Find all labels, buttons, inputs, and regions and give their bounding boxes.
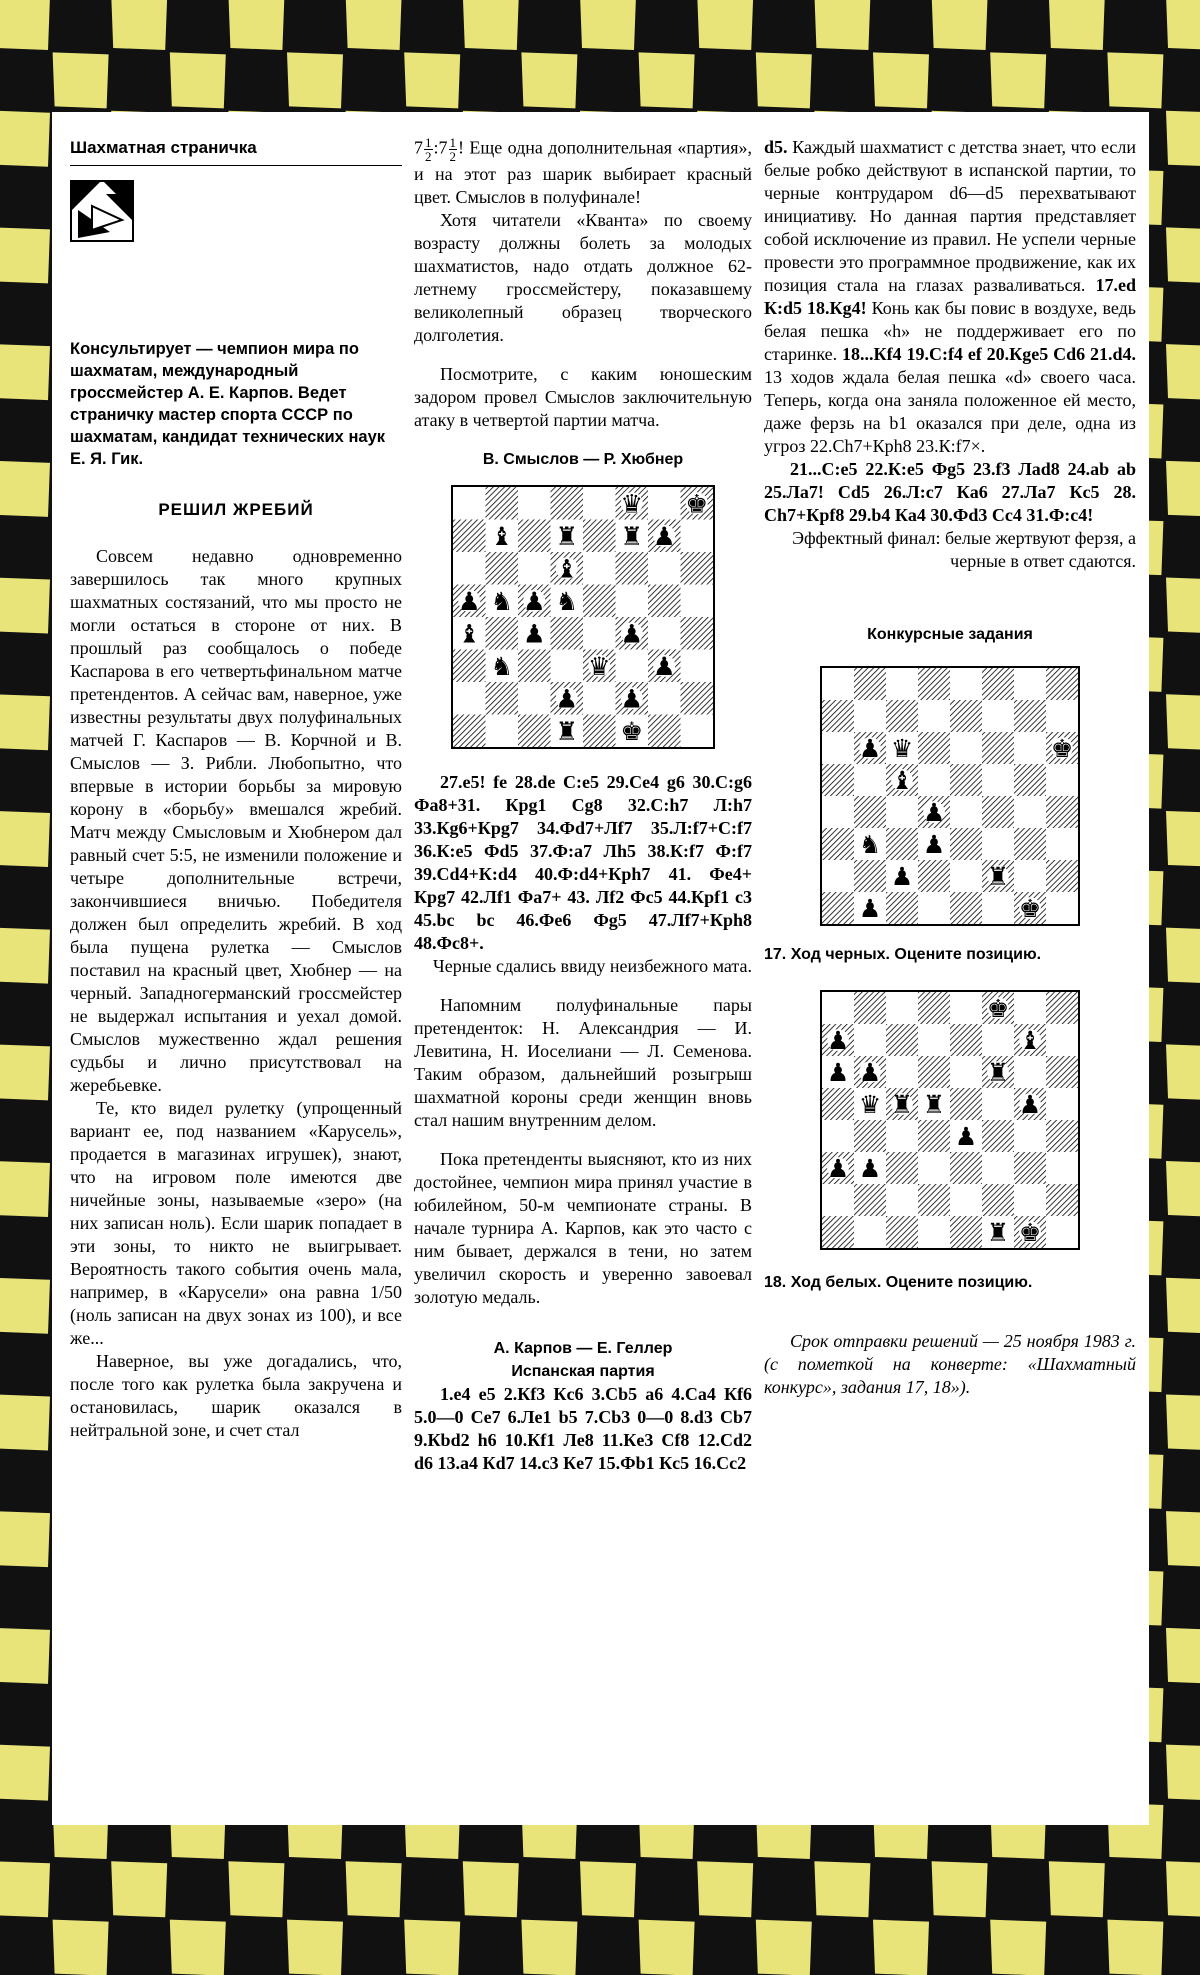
dark-square xyxy=(551,617,584,650)
light-square xyxy=(1046,1088,1078,1120)
light-square xyxy=(648,552,681,585)
dark-square xyxy=(982,732,1014,764)
light-square xyxy=(583,487,616,520)
dark-square xyxy=(854,992,886,1024)
king-piece-icon: ♚ xyxy=(1018,1217,1042,1247)
dark-square xyxy=(854,796,886,828)
dark-square xyxy=(616,552,649,585)
light-square xyxy=(854,764,886,796)
pawn-piece-icon: ♟ xyxy=(826,1057,850,1087)
dark-square xyxy=(1046,1184,1078,1216)
light-square xyxy=(918,1024,950,1056)
paragraph: Хотя читатели «Кванта» по своему возрасту должны болеть за молодых шахматистов, надо отдать должное 62-летнему гроссмейстеру, показавшему великолепный образец творческого долголетия. xyxy=(414,210,752,345)
dark-square xyxy=(822,892,854,924)
light-square xyxy=(982,1088,1014,1120)
paragraph: Наверное, вы уже догадались, что, после того как рулетка была закручена и остановилась, шарик оказался в нейтральной зоне, и счет стал xyxy=(70,1351,402,1440)
bishop-piece-icon: ♝ xyxy=(490,520,514,551)
pawn-piece-icon: ♟ xyxy=(652,650,676,681)
dark-square xyxy=(486,617,519,650)
pawn-piece-icon: ♟ xyxy=(522,618,546,649)
light-square xyxy=(822,860,854,892)
pawn-piece-icon: ♟ xyxy=(620,683,644,714)
light-square xyxy=(616,585,649,618)
light-square xyxy=(681,650,714,683)
pawn-piece-icon: ♟ xyxy=(858,1057,882,1087)
dark-square xyxy=(886,828,918,860)
light-square xyxy=(1046,764,1078,796)
rook-piece-icon: ♜ xyxy=(986,861,1010,891)
dark-square xyxy=(1046,860,1078,892)
dark-square xyxy=(583,585,616,618)
light-square xyxy=(918,892,950,924)
light-square xyxy=(583,617,616,650)
dark-square xyxy=(982,1184,1014,1216)
light-square xyxy=(518,552,551,585)
king-piece-icon: ♚ xyxy=(1050,733,1074,763)
dark-square xyxy=(982,668,1014,700)
dark-square xyxy=(982,796,1014,828)
light-square xyxy=(486,715,519,748)
dark-square xyxy=(822,828,854,860)
light-square xyxy=(982,892,1014,924)
knight-piece-icon: ♞ xyxy=(490,650,514,681)
pawn-piece-icon: ♟ xyxy=(826,1025,850,1055)
dark-square xyxy=(950,1088,982,1120)
dark-square xyxy=(886,700,918,732)
consultant-note: Консультирует — чемпион мира по шахматам, международный гроссмейстер А. Е. Карпов. Ведет страничку мастер спорта СССР по шахматам, кандидат технических наук Е. Я. Гик. xyxy=(70,340,386,468)
king-piece-icon: ♚ xyxy=(685,488,709,519)
game-heading: А. Карпов — Е. Геллер xyxy=(493,1340,673,1357)
pawn-piece-icon: ♟ xyxy=(652,520,676,551)
light-square xyxy=(822,732,854,764)
light-square xyxy=(648,617,681,650)
queen-piece-icon: ♛ xyxy=(587,650,611,681)
dark-square xyxy=(886,1152,918,1184)
king-piece-icon: ♚ xyxy=(1018,893,1042,923)
dark-square xyxy=(918,860,950,892)
light-square xyxy=(518,487,551,520)
bishop-piece-icon: ♝ xyxy=(555,553,579,584)
knight-piece-icon: ♞ xyxy=(858,829,882,859)
light-square xyxy=(854,1024,886,1056)
game-heading: В. Смыслов — Р. Хюбнер xyxy=(482,451,684,468)
dark-square xyxy=(950,764,982,796)
light-square xyxy=(1046,1152,1078,1184)
light-square xyxy=(681,715,714,748)
paragraph: Пока претенденты выясняют, кто из них достойнее, чемпион мира принял участие в юбилейном, 50-м чемпионате страны. В начале турнира А. Карпов, как это часто с ним бывает, держался в тени, но затем увеличил скорость и уверенно завоевал золотую медаль. xyxy=(414,1149,752,1307)
light-square xyxy=(1014,992,1046,1024)
light-square xyxy=(854,700,886,732)
dark-square xyxy=(453,650,486,683)
queen-piece-icon: ♛ xyxy=(858,1089,882,1119)
dark-square xyxy=(551,487,584,520)
chess-logo-icon xyxy=(70,180,134,242)
dark-square xyxy=(1014,764,1046,796)
light-square xyxy=(950,732,982,764)
dark-square xyxy=(854,1184,886,1216)
light-square xyxy=(822,796,854,828)
rook-piece-icon: ♜ xyxy=(986,1217,1010,1247)
light-square xyxy=(822,1120,854,1152)
dark-square xyxy=(518,650,551,683)
dark-square xyxy=(453,520,486,553)
dark-square xyxy=(1014,828,1046,860)
light-square xyxy=(950,1056,982,1088)
light-square xyxy=(1014,1056,1046,1088)
light-square xyxy=(982,1152,1014,1184)
light-square xyxy=(854,1216,886,1248)
pawn-piece-icon: ♟ xyxy=(826,1153,850,1183)
rook-piece-icon: ♜ xyxy=(620,520,644,551)
paragraph-score: 7 $\frac{1}{2}$ :7 $\frac{1}{2}$ ! Еще одна дополнительная «партия», и на этот раз шарик выбирает красный цвет. Смыслов в полуфинале! xyxy=(414,135,752,207)
dark-square xyxy=(822,1216,854,1248)
pawn-piece-icon: ♟ xyxy=(922,829,946,859)
dark-square xyxy=(583,520,616,553)
dark-square xyxy=(1046,668,1078,700)
dark-square xyxy=(886,892,918,924)
light-square xyxy=(950,860,982,892)
light-square xyxy=(583,552,616,585)
column-2 xyxy=(414,136,752,1475)
problem-caption-18: 18. Ход белых. Оцените позицию. xyxy=(764,1274,1033,1291)
dark-square xyxy=(982,1120,1014,1152)
dark-square xyxy=(918,1120,950,1152)
light-square xyxy=(1014,668,1046,700)
dark-square xyxy=(950,700,982,732)
dark-square xyxy=(681,617,714,650)
pawn-piece-icon: ♟ xyxy=(922,797,946,827)
light-square xyxy=(918,1216,950,1248)
pawn-piece-icon: ♟ xyxy=(457,585,481,616)
dark-square xyxy=(681,682,714,715)
dark-square xyxy=(822,700,854,732)
knight-piece-icon: ♞ xyxy=(555,585,579,616)
light-square xyxy=(1046,1024,1078,1056)
pawn-piece-icon: ♟ xyxy=(858,733,882,763)
light-square xyxy=(681,520,714,553)
deadline-note: Срок отправки решений — 25 ноября 1983 г. (с пометкой на конверте: «Шахматный конкурс», задания 17, 18»). xyxy=(764,1331,1136,1397)
light-square xyxy=(886,1120,918,1152)
light-square xyxy=(982,764,1014,796)
dark-square xyxy=(822,764,854,796)
dark-square xyxy=(648,715,681,748)
light-square xyxy=(1014,732,1046,764)
light-square xyxy=(648,682,681,715)
dark-square xyxy=(918,732,950,764)
light-square xyxy=(886,668,918,700)
light-square xyxy=(1014,860,1046,892)
queen-piece-icon: ♛ xyxy=(620,488,644,519)
dark-square xyxy=(1014,700,1046,732)
knight-piece-icon: ♞ xyxy=(490,585,514,616)
dark-square xyxy=(1046,1120,1078,1152)
dark-square xyxy=(918,668,950,700)
rook-piece-icon: ♜ xyxy=(986,1057,1010,1087)
contest-heading: Конкурсные задания xyxy=(867,626,1033,643)
game-moves: 27.e5! fe 28.de C:e5 29.Ce4 g6 30.C:g6 Фа8+31. Крg1 Cg8 32.C:h7 Л:h7 33.Кg6+Крg7 34.Фd7+Лf7 35.Л:f7+C:f7 36.К:e5 Фd5 37.Ф:а7 Лh5 38.К:f7 Ф:f7 39.Cd4+К:d4 40.Ф:d4+Крh7 41. Фе4+ Крg7 42.Лf1 Фа7+ 43. Лf2 Фс5 44.Крf1 с3 45.bc bc 46.Фе6 Фg5 47.Лf7+Крh8 48.Фс8+. xyxy=(414,772,752,953)
dark-square xyxy=(918,992,950,1024)
dark-square xyxy=(950,828,982,860)
pawn-piece-icon: ♟ xyxy=(620,618,644,649)
dark-square xyxy=(681,552,714,585)
pawn-piece-icon: ♟ xyxy=(954,1121,978,1151)
light-square xyxy=(886,1184,918,1216)
fraction: $\frac{1}{2}$ xyxy=(449,135,457,164)
bishop-piece-icon: ♝ xyxy=(890,765,914,795)
dark-square xyxy=(486,487,519,520)
section-header: Шахматная страничка xyxy=(70,136,402,166)
dark-square xyxy=(518,520,551,553)
column-1 xyxy=(70,136,402,1442)
light-square xyxy=(886,796,918,828)
light-square xyxy=(551,650,584,683)
light-square xyxy=(822,992,854,1024)
light-square xyxy=(518,682,551,715)
dark-square xyxy=(918,1184,950,1216)
light-square xyxy=(822,1184,854,1216)
chess-diagram-1 xyxy=(451,485,715,749)
fraction: $\frac{1}{2}$ xyxy=(425,135,432,164)
rook-piece-icon: ♜ xyxy=(555,715,579,746)
light-square xyxy=(616,650,649,683)
light-square xyxy=(453,682,486,715)
pawn-piece-icon: ♟ xyxy=(555,683,579,714)
dark-square xyxy=(486,682,519,715)
light-square xyxy=(1014,1184,1046,1216)
dark-square xyxy=(453,715,486,748)
light-square xyxy=(982,1024,1014,1056)
paragraph: Посмотрите, с каким юношеским задором провел Смыслов заключительную атаку в четвертой партии матча. xyxy=(414,364,752,430)
paragraph: Напомним полуфинальные пары претенденток: Н. Александрия — И. Левитина, Н. Иоселиани — Л. Семенова. Таким образом, дальнейший розыгрыш шахматной короны среди женщин вновь стал нашим внутренним делом. xyxy=(414,995,752,1130)
pawn-piece-icon: ♟ xyxy=(858,1153,882,1183)
light-square xyxy=(950,992,982,1024)
king-piece-icon: ♚ xyxy=(986,993,1010,1023)
dark-square xyxy=(950,1216,982,1248)
light-square xyxy=(1046,892,1078,924)
dark-square xyxy=(950,1152,982,1184)
light-square xyxy=(1014,1120,1046,1152)
light-square xyxy=(453,552,486,585)
bishop-piece-icon: ♝ xyxy=(457,618,481,649)
rook-piece-icon: ♜ xyxy=(555,520,579,551)
rook-piece-icon: ♜ xyxy=(922,1089,946,1119)
column-3 xyxy=(764,136,1136,1399)
dark-square xyxy=(854,860,886,892)
opening-name: Испанская партия xyxy=(511,1363,655,1380)
chess-diagram-18 xyxy=(820,990,1080,1250)
dark-square xyxy=(583,715,616,748)
light-square xyxy=(681,585,714,618)
light-square xyxy=(1046,1216,1078,1248)
dark-square xyxy=(950,892,982,924)
page xyxy=(52,112,1149,1825)
dark-square xyxy=(1046,1056,1078,1088)
dark-square xyxy=(1046,796,1078,828)
light-square xyxy=(453,487,486,520)
game-moves: 21...C:e5 22.К:e5 Фg5 23.f3 Лad8 24.ab ab 25.Лa7! Cd5 26.Л:c7 Кa6 27.Лa7 Кc5 28. Ch7+Крf8 29.b4 Кa4 30.Фd3 Cc4 31.Ф:c4! xyxy=(764,459,1136,525)
pawn-piece-icon: ♟ xyxy=(890,861,914,891)
light-square xyxy=(1014,796,1046,828)
bishop-piece-icon: ♝ xyxy=(1018,1025,1042,1055)
dark-square xyxy=(518,715,551,748)
light-square xyxy=(950,1184,982,1216)
dark-square xyxy=(886,1216,918,1248)
dark-square xyxy=(950,1024,982,1056)
pawn-piece-icon: ♟ xyxy=(1018,1089,1042,1119)
dark-square xyxy=(486,552,519,585)
pawn-piece-icon: ♟ xyxy=(522,585,546,616)
queen-piece-icon: ♛ xyxy=(890,733,914,763)
light-square xyxy=(1046,700,1078,732)
king-piece-icon: ♚ xyxy=(620,715,644,746)
dark-square xyxy=(822,1088,854,1120)
dark-square xyxy=(854,1120,886,1152)
game-result: Черные сдались ввиду неизбежного мата. xyxy=(433,956,752,976)
paragraph: Совсем недавно одновременно завершилось так много крупных шахматных состязаний, что мы просто не могли остаться в стороне от них. В прошлый раз сообщалось о победе Каспарова в его четвертьфинальном матче претендентов. А сейчас вам, наверное, уже известны результаты двух полуфинальных матчей Г. Каспаров — В. Корчной и В. Смыслов — З. Рибли. Любопытно, что впервые в истории борьбы за мировую корону в «борьбу» вмешался жребий. Матч между Смысловым и Хюбнером дал равный счет 5:5, не изменили положение и четыре дополнительные встречи, закончившиеся вничью. Победителя должен был определить жребий. В ход была пущена рулетка — Смыслов поставил на красный цвет, Хюбнер — на черный. Западногерманский гроссмейстер не выдержал испытания и уехал домой. Смыслов мужественно ждал решения судьбы и лично присутствовал на жеребьевке. xyxy=(70,546,402,1095)
light-square xyxy=(950,796,982,828)
light-square xyxy=(583,682,616,715)
dark-square xyxy=(1014,1152,1046,1184)
rook-piece-icon: ♜ xyxy=(890,1089,914,1119)
chess-diagram-17 xyxy=(820,666,1080,926)
light-square xyxy=(918,700,950,732)
light-square xyxy=(982,828,1014,860)
light-square xyxy=(982,700,1014,732)
problem-caption-17: 17. Ход черных. Оцените позицию. xyxy=(764,946,1042,963)
light-square xyxy=(1046,828,1078,860)
game-moves: 1.e4 e5 2.Кf3 Кc6 3.Cb5 a6 4.Ca4 Кf6 5.0—0 Ce7 6.Лe1 b5 7.Cb3 0—0 8.d3 Cb7 9.Кbd2 h6 10.Кf1 Лe8 11.Кe3 Cf8 12.Cd2 d6 13.a4 Кd7 14.c3 Кe7 15.Фb1 Кc5 16.Cc2 xyxy=(414,1384,752,1473)
light-square xyxy=(918,1152,950,1184)
paragraph: d5. Каждый шахматист с детства знает, что если белые робко действуют в испанской партии, то черные контрударом d6—d5 перехватывают инициативу. Но данная партия представляет собой исключение из правил. Не успели черные провести это программное продвижение, как их позиция стала на глазах разваливаться. 17.ed К:d5 18.Кg4! Конь как бы повис в воздухе, ведь белая пешка «h» не поддерживает его по старинке. 18...Кf4 19.C:f4 ef 20.Кge5 Cd6 21.d4. 13 ходов ждала белая пешка «d» своего часа. Теперь, когда она заняла положенное ей место, даже ферзь на b1 оказался при деле, одна из угроз 22.Ch7+Крh8 23.К:f7×. xyxy=(764,137,1137,456)
light-square xyxy=(886,992,918,1024)
light-square xyxy=(648,487,681,520)
light-square xyxy=(886,1056,918,1088)
light-square xyxy=(918,764,950,796)
article-title: РЕШИЛ ЖРЕБИЙ xyxy=(158,500,314,519)
light-square xyxy=(950,668,982,700)
light-square xyxy=(822,668,854,700)
pawn-piece-icon: ♟ xyxy=(858,893,882,923)
dark-square xyxy=(918,1056,950,1088)
paragraph: Эффектный финал: белые жертвуют ферзя, а черные в ответ сдаются. xyxy=(792,528,1136,571)
dark-square xyxy=(1046,992,1078,1024)
paragraph: Те, кто видел рулетку (упрощенный вариант ее, под названием «Карусель», продается в магазинах игрушек), знают, что на игровом поле имеются две ничейные зоны, называемые «зеро» (на них записан ноль). Если шарик попадает в эти зоны, то никто не выигрывает. Вероятность такого события очень мала, например, в «Карусели» она равна 1/50 (ноль записан на двух зонах из 100), и все же... xyxy=(70,1098,402,1348)
dark-square xyxy=(886,1024,918,1056)
dark-square xyxy=(854,668,886,700)
dark-square xyxy=(648,585,681,618)
